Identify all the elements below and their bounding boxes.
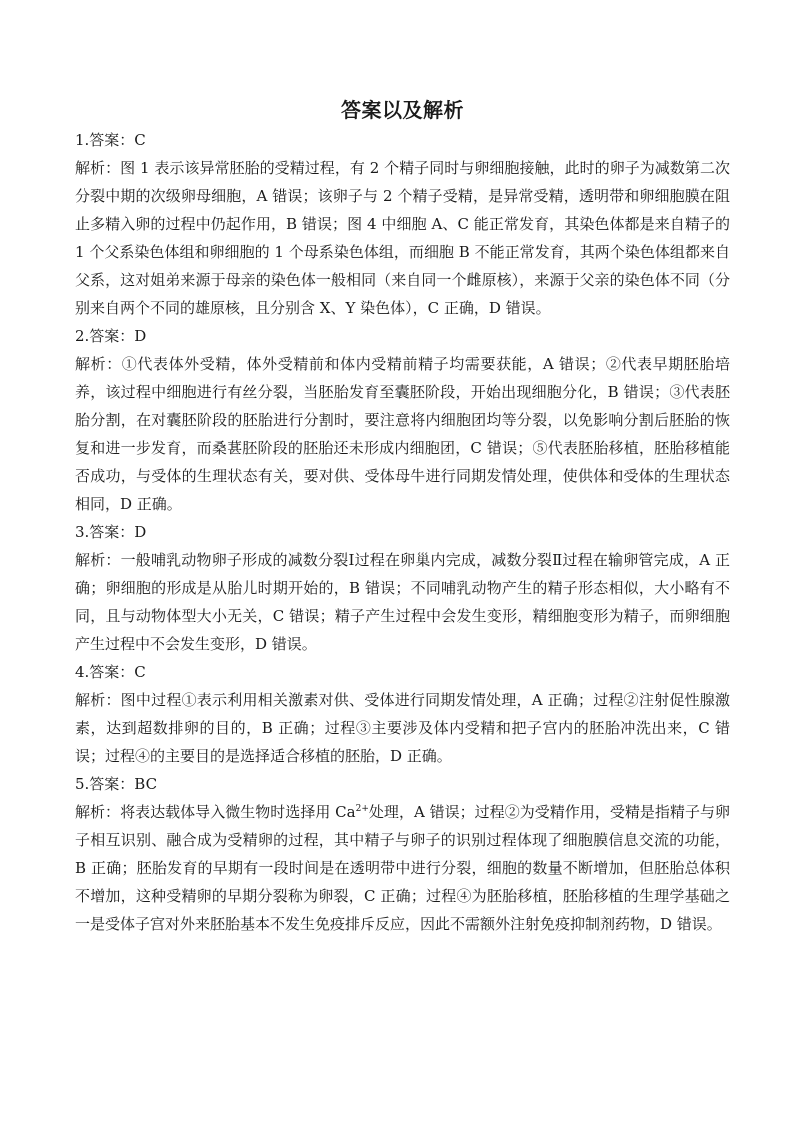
answer-line: 1.答案：C	[75, 131, 146, 149]
answer-line: 5.答案：BC	[75, 775, 158, 793]
answer-line: 3.答案：D	[75, 523, 147, 541]
explanation-paragraph: 解析：图中过程①表示利用相关激素对供、受体进行同期发情处理，A 正确；过程②注射促性腺激素，达到超数排卵的目的，B 正确；过程③主要涉及体内受精和把子宫内的胚胎冲洗出来，C 错误；过程④的主要目的是选择适合移植的胚胎，D 正确。	[75, 691, 730, 765]
explanation-paragraph	[75, 798, 730, 938]
explanation-paragraph: 解析：①代表体外受精，体外受精前和体内受精前精子均需要获能，A 错误；②代表早期胚胎培养，该过程中细胞进行有丝分裂，当胚胎发育至囊胚阶段，开始出现细胞分化，B 错误；③代表胚胎分割，在对囊胚阶段的胚胎进行分割时，要注意将内细胞团均等分裂，以免影响分割后胚胎的恢复和进一步发育，而桑葚胚阶段的胚胎还未形成内细胞团，C 错误；⑤代表胚胎移植，胚胎移植能否成功，与受体的生理状态有关，要对供、受体母牛进行同期发情处理，使供体和受体的生理状态相同，D 正确。	[75, 355, 730, 513]
explanation-text-start: 解析：将表达载体导入微生物时选择用 Ca	[75, 803, 356, 821]
answer-line: 4.答案：C	[75, 663, 146, 681]
explanation-paragraph: 解析：一般哺乳动物卵子形成的减数分裂Ⅰ过程在卵巢内完成，减数分裂Ⅱ过程在输卵管完成，A 正确；卵细胞的形成是从胎儿时期开始的，B 错误；不同哺乳动物产生的精子形态相似，大小略有不同，且与动物体型大小无关，C 错误；精子产生过程中会发生变形，精细胞变形为精子，而卵细胞产生过程中不会发生变形，D 错误。	[75, 551, 730, 653]
question-4	[75, 658, 730, 770]
question-5	[75, 770, 730, 938]
ion-charge-superscript: 2+	[355, 804, 369, 814]
explanation-paragraph: 解析：图 1 表示该异常胚胎的受精过程，有 2 个精子同时与卵细胞接触，此时的卵子为减数第二次分裂中期的次级卵母细胞，A 错误；该卵子与 2 个精子受精，是异常受精，透明带和卵细胞膜在阻止多精入卵的过程中仍起作用，B 错误；图 4 中细胞 A、C 能正常发育，其染色体都是来自精子的 1 个父系染色体组和卵细胞的 1 个母系染色体组，而细胞 B 不能正常发育，其两个染色体组都来自父系，这对姐弟来源于母亲的染色体一般相同（来自同一个雌原核），来源于父亲的染色体不同（分别来自两个不同的雄原核，且分别含 X、Y 染色体），C 正确，D 错误。	[75, 159, 730, 317]
question-2	[75, 322, 730, 518]
answer-line: 2.答案：D	[75, 327, 147, 345]
explanation-text-end: 处理，A 错误；过程②为受精作用，受精是指精子与卵子相互识别、融合成为受精卵的过程，其中精子与卵子的识别过程体现了细胞膜信息交流的功能，B 正确；胚胎发育的早期有一段时间是在透明带中进行分裂，细胞的数量不断增加，但胚胎总体积不增加，这种受精卵的早期分裂称为卵裂，C 正确；过程④为胚胎移植，胚胎移植的生理学基础之一是受体子宫对外来胚胎基本不发生免疫排斥反应，因此不需额外注射免疫抑制剂药物，D 错误。	[75, 803, 730, 933]
question-3	[75, 518, 730, 658]
question-1	[75, 126, 730, 322]
page-title: 答案以及解析	[341, 98, 464, 122]
